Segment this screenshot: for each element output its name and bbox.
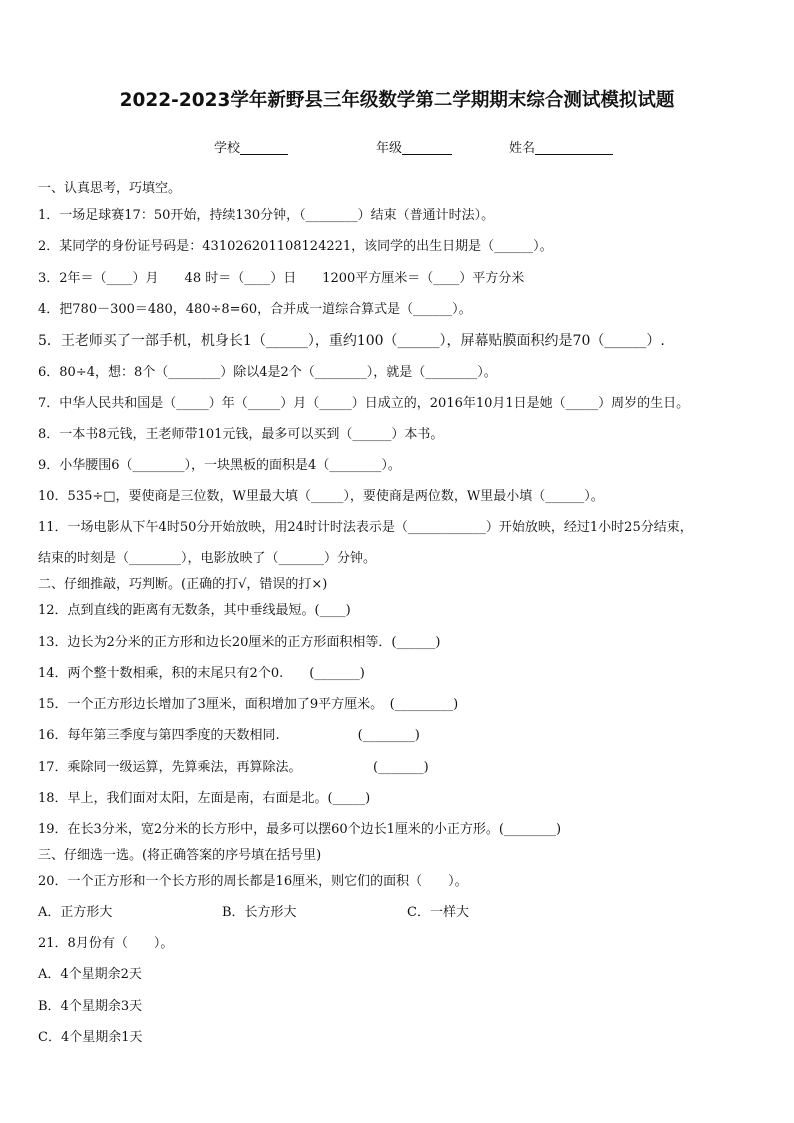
question-5: 5．王老师买了一部手机，机身长1（______），重约100（______），屏幕贴膜面积约是70（______）.	[38, 333, 665, 349]
name-field	[509, 140, 613, 158]
question-14: 14．两个整十数相乘，积的末尾只有2个0. (_______)	[38, 666, 365, 681]
question-1: 1．一场足球赛17：50开始，持续130分钟，（________）结束（普通计时法）。	[38, 208, 495, 223]
section-2-heading: 二、仔细推敲，巧判断。(正确的打√，错误的打×)	[38, 577, 328, 592]
option-a[interactable]: A．正方形大	[38, 905, 113, 920]
question-11: 11．一场电影从下午4时50分开始放映，用24时计时法表示是（____________）开始放映，经过1小时25分结束，	[38, 520, 693, 535]
question-21-option-c[interactable]: C．4个星期余1天	[38, 1030, 143, 1045]
name-label: 姓名	[509, 141, 536, 156]
question-3: 3．2年＝（____）月 48 时＝（____）日 1200平方厘米＝（____）平方分米	[38, 271, 525, 286]
option-b[interactable]: B．长方形大	[222, 905, 297, 920]
question-20-options	[38, 904, 738, 922]
question-20: 20．一个正方形和一个长方形的周长都是16厘米，则它们的面积（ ）。	[38, 874, 468, 889]
question-21-option-b[interactable]: B．4个星期余3天	[38, 999, 143, 1014]
grade-label: 年级	[376, 141, 403, 156]
grade-field	[376, 140, 452, 158]
section-3-heading: 三、仔细选一选。(将正确答案的序号填在括号里)	[38, 848, 322, 863]
question-13: 13．边长为2分米的正方形和边长20厘米的正方形面积相等．(______)	[38, 635, 441, 650]
school-blank[interactable]	[240, 140, 288, 155]
question-10: 10．535÷□，要使商是三位数，W里最大填（_____），要使商是两位数，W里最小填（______）。	[38, 489, 604, 504]
question-19: 19．在长3分米，宽2分米的长方形中，最多可以摆60个边长1厘米的小正方形。(________)	[38, 822, 562, 837]
question-7: 7．中华人民共和国是（_____）年（_____）月（_____）日成立的，2016年10月1日是她（_____）周岁的生日。	[38, 396, 690, 411]
question-9: 9．小华腰围6（________），一块黑板的面积是4（________）。	[38, 458, 401, 473]
name-blank[interactable]	[535, 140, 613, 155]
question-11-continued: 结束的时刻是（________），电影放映了（_______）分钟。	[38, 551, 377, 566]
option-c[interactable]: C．一样大	[407, 905, 469, 920]
page-title: 2022-2023学年新野县三年级数学第二学期期末综合测试模拟试题	[119, 90, 675, 111]
school-field	[214, 140, 288, 158]
question-21: 21．8月份有（ ）。	[38, 936, 174, 951]
question-6: 6．80÷4，想：8个（________）除以4是2个（________），就是（________）。	[38, 365, 497, 380]
school-label: 学校	[214, 141, 241, 156]
question-4: 4．把780－300＝480，480÷8=60，合并成一道综合算式是（______）。	[38, 302, 472, 317]
question-15: 15．一个正方形边长增加了3厘米，面积增加了9平方厘米。 (_________)	[38, 697, 459, 712]
question-16: 16．每年第三季度与第四季度的天数相同. (________)	[38, 728, 420, 743]
question-17: 17．乘除同一级运算，先算乘法，再算除法。 (_______)	[38, 760, 429, 775]
question-2: 2．某同学的身份证号码是：431026201108124221，该同学的出生日期是（______）。	[38, 239, 553, 254]
grade-blank[interactable]	[402, 140, 452, 155]
section-1-heading: 一、认真思考，巧填空。	[38, 181, 182, 196]
question-12: 12．点到直线的距离有无数条，其中垂线最短。(____)	[38, 603, 351, 618]
question-8: 8．一本书8元钱，王老师带101元钱，最多可以买到（______）本书。	[38, 427, 444, 442]
question-18: 18．早上，我们面对太阳，左面是南，右面是北。(_____)	[38, 791, 371, 806]
question-21-option-a[interactable]: A．4个星期余2天	[38, 967, 142, 982]
